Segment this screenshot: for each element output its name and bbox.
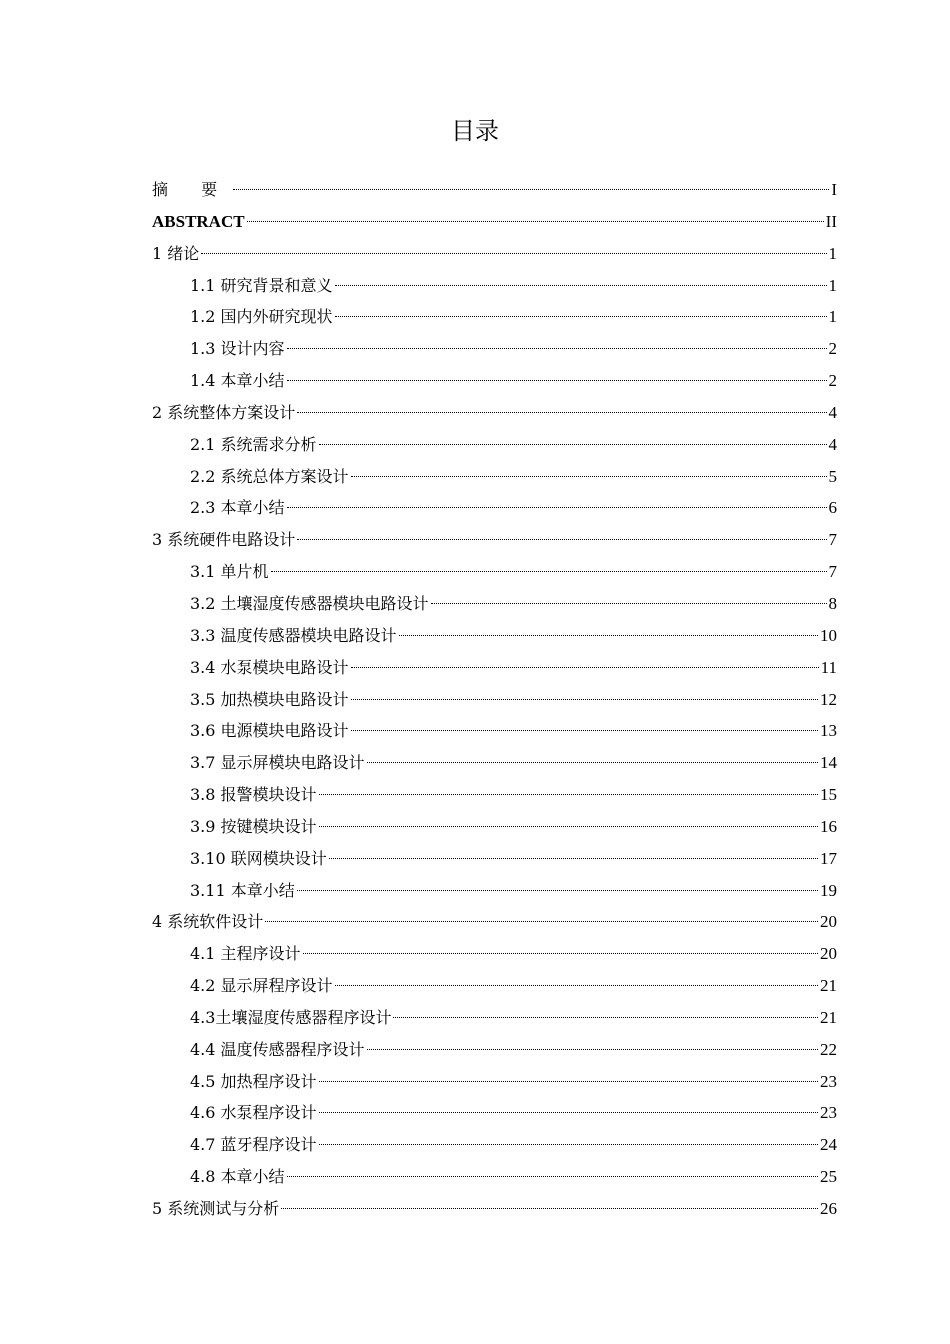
- toc-entry-label: 3.8 报警模块设计: [190, 785, 317, 805]
- dot-leader: [351, 730, 818, 731]
- toc-entry[interactable]: [152, 811, 837, 843]
- toc-entry[interactable]: [152, 620, 837, 652]
- toc-entry-label: 2.2 系统总体方案设计: [190, 466, 349, 486]
- toc-entry[interactable]: [152, 1193, 837, 1225]
- toc-entry-label: 4.3土壤湿度传感器程序设计: [190, 1007, 392, 1027]
- dot-leader: [297, 539, 826, 540]
- dot-leader: [335, 316, 827, 317]
- toc-entry[interactable]: [152, 747, 837, 779]
- dot-leader: [287, 507, 827, 508]
- toc-entry-label: 4 系统软件设计: [152, 912, 264, 932]
- toc-entry-page-number: 26: [820, 1199, 837, 1218]
- toc-entry-label: 摘 要: [152, 180, 232, 199]
- toc-entry-label: 3.4 水泵模块电路设计: [190, 657, 349, 677]
- dot-leader: [233, 189, 829, 190]
- toc-entry-page-number: 22: [820, 1039, 837, 1059]
- toc-entry-label: 4.4 温度传感器程序设计: [190, 1039, 365, 1059]
- toc-entry-page-number: 1: [828, 275, 837, 295]
- table-of-contents: [152, 174, 837, 1225]
- dot-leader: [329, 858, 818, 859]
- toc-entry[interactable]: [152, 270, 837, 302]
- dot-leader: [393, 1017, 818, 1018]
- toc-entry[interactable]: [152, 684, 837, 716]
- toc-entry[interactable]: [152, 1161, 837, 1193]
- toc-entry-page-number: 19: [820, 880, 837, 900]
- toc-entry-label: 3.3 温度传感器模块电路设计: [190, 625, 397, 645]
- toc-entry-page-number: 8: [828, 593, 837, 613]
- dot-leader: [335, 285, 827, 286]
- dot-leader: [319, 826, 818, 827]
- toc-entry[interactable]: [152, 1129, 837, 1161]
- toc-entry-label: 3.2 土壤湿度传感器模块电路设计: [190, 593, 429, 613]
- dot-leader: [319, 1112, 818, 1113]
- toc-entry-page-number: 10: [820, 625, 837, 645]
- dot-leader: [271, 571, 827, 572]
- toc-entry-label: 3.1 单片机: [190, 562, 269, 582]
- toc-entry-page-number: 2: [828, 339, 837, 359]
- toc-entry-page-number: 13: [820, 721, 837, 741]
- toc-entry-label: 4.5 加热程序设计: [190, 1071, 317, 1091]
- toc-entry[interactable]: [152, 524, 837, 556]
- toc-entry-page-number: I: [831, 180, 837, 199]
- toc-entry-label: 4.6 水泵程序设计: [190, 1103, 317, 1123]
- toc-entry-label: 1.3 设计内容: [190, 339, 285, 359]
- toc-entry-page-number: II: [825, 211, 837, 231]
- toc-entry-page-number: 21: [820, 1007, 837, 1027]
- toc-entry-page-number: 20: [820, 912, 837, 932]
- toc-entry-label: 3.11 本章小结: [190, 880, 295, 900]
- toc-entry[interactable]: [152, 1034, 837, 1066]
- toc-entry[interactable]: [152, 1097, 837, 1129]
- dot-leader: [399, 635, 818, 636]
- dot-leader: [319, 1144, 818, 1145]
- toc-entry[interactable]: [152, 1066, 837, 1098]
- toc-entry-label: 2 系统整体方案设计: [152, 402, 296, 422]
- toc-entry-label: 3.7 显示屏模块电路设计: [190, 753, 365, 773]
- dot-leader: [367, 762, 818, 763]
- toc-entry[interactable]: [152, 652, 837, 684]
- toc-entry[interactable]: [152, 556, 837, 588]
- toc-entry-label: 1.1 研究背景和意义: [190, 275, 333, 295]
- toc-entry-label: 1.4 本章小结: [190, 371, 285, 391]
- toc-entry[interactable]: [152, 333, 837, 365]
- toc-entry-label: 3 系统硬件电路设计: [152, 530, 296, 550]
- toc-entry-label: 4.7 蓝牙程序设计: [190, 1135, 317, 1155]
- toc-entry-label: 1 绪论: [152, 243, 200, 263]
- dot-leader: [201, 253, 826, 254]
- dot-leader: [297, 412, 826, 413]
- toc-entry-label: 4.2 显示屏程序设计: [190, 976, 333, 996]
- dot-leader: [431, 603, 827, 604]
- toc-entry-page-number: 21: [820, 976, 837, 996]
- toc-entry-label: 3.9 按键模块设计: [190, 816, 317, 836]
- dot-leader: [281, 1208, 818, 1209]
- toc-entry-label: 1.2 国内外研究现状: [190, 307, 333, 327]
- toc-entry[interactable]: [152, 843, 837, 875]
- dot-leader: [319, 444, 827, 445]
- toc-entry[interactable]: [152, 174, 837, 206]
- toc-entry-page-number: 6: [828, 498, 837, 518]
- page-title: 目录: [451, 117, 499, 145]
- dot-leader: [297, 890, 818, 891]
- dot-leader: [319, 1081, 818, 1082]
- toc-entry-label: 5 系统测试与分析: [152, 1199, 280, 1218]
- toc-entry-label: 3.6 电源模块电路设计: [190, 721, 349, 741]
- toc-entry-page-number: 14: [820, 753, 837, 773]
- toc-entry[interactable]: [152, 875, 837, 907]
- toc-entry-page-number: 1: [828, 243, 837, 263]
- toc-entry[interactable]: [152, 429, 837, 461]
- toc-entry[interactable]: [152, 238, 837, 270]
- toc-entry-page-number: 1: [828, 307, 837, 327]
- dot-leader: [303, 953, 818, 954]
- toc-entry[interactable]: [152, 906, 837, 938]
- dot-leader: [287, 348, 827, 349]
- toc-entry-label: 3.5 加热模块电路设计: [190, 689, 349, 709]
- toc-entry-label: 2.3 本章小结: [190, 498, 285, 518]
- dot-leader: [287, 380, 827, 381]
- toc-entry-label: 2.1 系统需求分析: [190, 434, 317, 454]
- dot-leader: [351, 667, 819, 668]
- toc-entry[interactable]: [152, 365, 837, 397]
- toc-entry[interactable]: [152, 206, 837, 238]
- toc-entry[interactable]: [152, 715, 837, 747]
- toc-entry-page-number: 20: [820, 944, 837, 964]
- toc-entry-page-number: 17: [820, 848, 837, 868]
- dot-leader: [319, 794, 818, 795]
- toc-entry-page-number: 25: [820, 1167, 837, 1187]
- toc-entry-page-number: 24: [820, 1135, 837, 1155]
- dot-leader: [335, 985, 818, 986]
- toc-entry[interactable]: [152, 970, 837, 1002]
- toc-entry-page-number: 7: [828, 562, 837, 582]
- toc-entry-page-number: 2: [828, 371, 837, 391]
- toc-entry[interactable]: [152, 1002, 837, 1034]
- toc-entry-label: 3.10 联网模块设计: [190, 848, 327, 868]
- toc-entry[interactable]: [152, 938, 837, 970]
- dot-leader: [247, 221, 824, 222]
- toc-entry-page-number: 11: [820, 657, 837, 677]
- toc-entry-page-number: 15: [820, 785, 837, 805]
- toc-entry-page-number: 7: [828, 530, 837, 550]
- dot-leader: [367, 1049, 818, 1050]
- toc-entry-page-number: 5: [828, 466, 837, 486]
- toc-entry-page-number: 16: [820, 816, 837, 836]
- toc-entry[interactable]: [152, 492, 837, 524]
- toc-entry-label: 4.1 主程序设计: [190, 944, 301, 964]
- toc-entry-page-number: 4: [828, 402, 837, 422]
- toc-entry-page-number: 12: [820, 689, 837, 709]
- dot-leader: [287, 1176, 818, 1177]
- dot-leader: [351, 699, 818, 700]
- toc-entry[interactable]: [152, 779, 837, 811]
- dot-leader: [265, 921, 818, 922]
- toc-entry[interactable]: [152, 397, 837, 429]
- toc-entry-page-number: 23: [820, 1103, 837, 1123]
- toc-entry[interactable]: [152, 301, 837, 333]
- dot-leader: [351, 476, 827, 477]
- toc-entry-page-number: 23: [820, 1071, 837, 1091]
- toc-entry-page-number: 4: [828, 434, 837, 454]
- toc-entry[interactable]: [152, 461, 837, 493]
- toc-entry-label: 4.8 本章小结: [190, 1167, 285, 1187]
- toc-entry-label: ABSTRACT: [152, 211, 245, 231]
- toc-entry[interactable]: [152, 588, 837, 620]
